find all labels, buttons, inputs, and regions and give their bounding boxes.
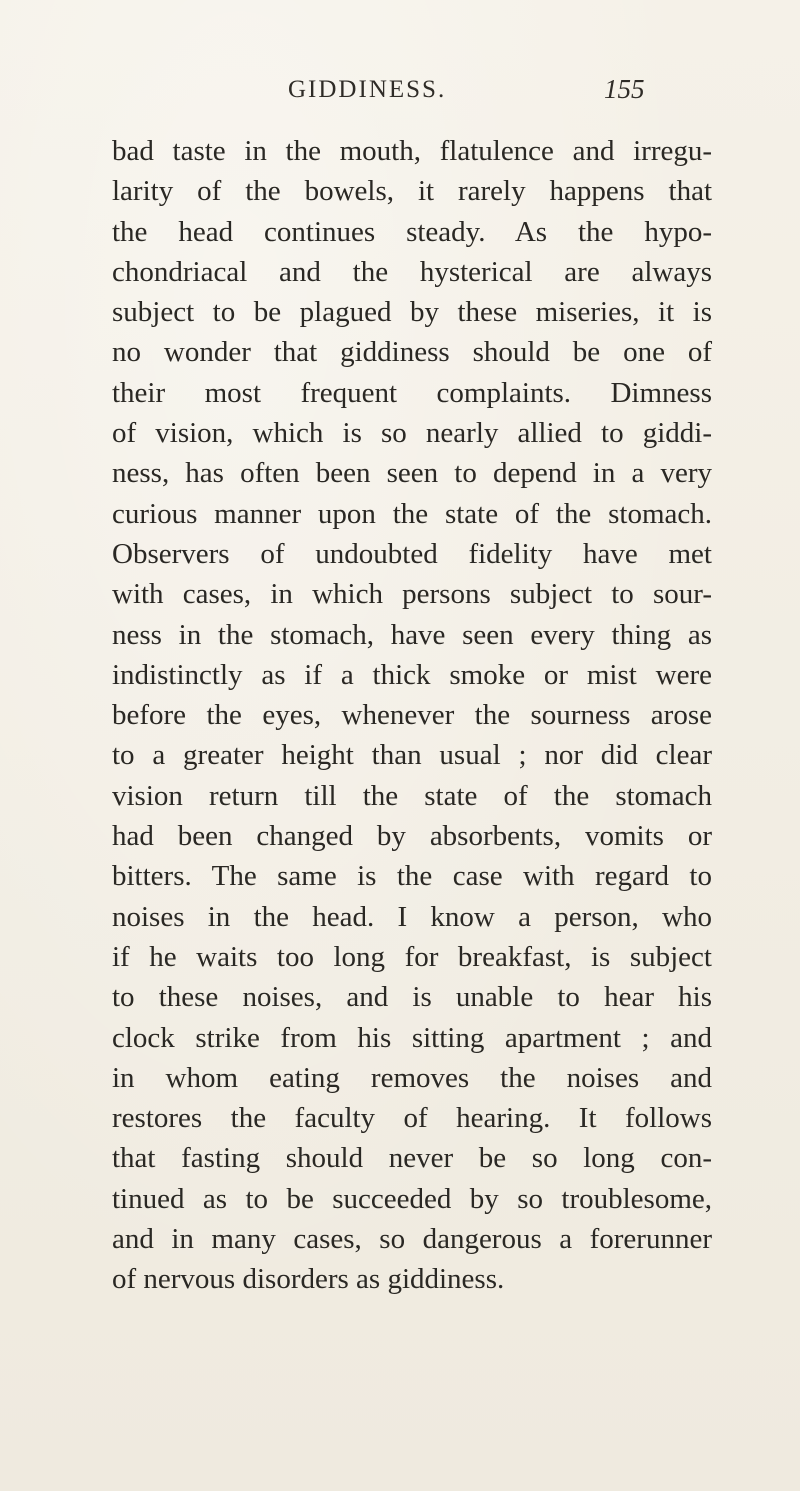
text-line: bitters. The same is the case with regard to xyxy=(112,860,712,893)
text-line: no wonder that giddiness should be one of xyxy=(112,336,712,369)
text-line: before the eyes, whenever the sourness arose xyxy=(112,699,712,732)
text-line: that fasting should never be so long con- xyxy=(112,1142,712,1175)
text-line: with cases, in which persons subject to sour- xyxy=(112,578,712,611)
body-paragraph xyxy=(112,131,712,1300)
text-line: ness in the stomach, have seen every thing as xyxy=(112,618,712,651)
text-line: had been changed by absorbents, vomits or xyxy=(112,820,712,853)
text-line: curious manner upon the state of the stomach. xyxy=(112,497,712,530)
text-line: to a greater height than usual ; nor did clear xyxy=(112,739,712,772)
text-line: clock strike from his sitting apartment ; and xyxy=(112,1021,712,1054)
text-line: and in many cases, so dangerous a forerunner xyxy=(112,1223,712,1256)
text-line: subject to be plagued by these miseries, it is xyxy=(112,296,712,329)
text-line: if he waits too long for breakfast, is subject xyxy=(112,940,712,973)
running-head xyxy=(0,76,800,116)
text-line: Observers of undoubted fidelity have met xyxy=(112,537,712,570)
text-line: ness, has often been seen to depend in a very xyxy=(112,457,712,490)
text-line: of nervous disorders as giddiness. xyxy=(112,1263,505,1296)
text-line: in whom eating removes the noises and xyxy=(112,1061,712,1094)
text-line: restores the faculty of hearing. It follows xyxy=(112,1102,712,1135)
text-line: to these noises, and is unable to hear his xyxy=(112,981,712,1014)
text-line: bad taste in the mouth, flatulence and irregu- xyxy=(112,135,712,167)
text-line: of vision, which is so nearly allied to giddi- xyxy=(112,417,712,450)
text-line: indistinctly as if a thick smoke or mist were xyxy=(112,658,712,691)
text-line: vision return till the state of the stomach xyxy=(112,779,712,812)
text-line: larity of the bowels, it rarely happens that xyxy=(112,175,712,208)
text-line: their most frequent complaints. Dimness xyxy=(112,376,712,409)
text-line: noises in the head. I know a person, who xyxy=(112,900,712,933)
text-line: the head continues steady. As the hypo- xyxy=(112,215,712,248)
text-line: chondriacal and the hysterical are always xyxy=(112,255,712,288)
running-title: GIDDINESS. xyxy=(288,76,447,103)
page-number: 155 xyxy=(604,74,645,104)
text-line: tinued as to be succeeded by so troublesome, xyxy=(112,1182,712,1215)
